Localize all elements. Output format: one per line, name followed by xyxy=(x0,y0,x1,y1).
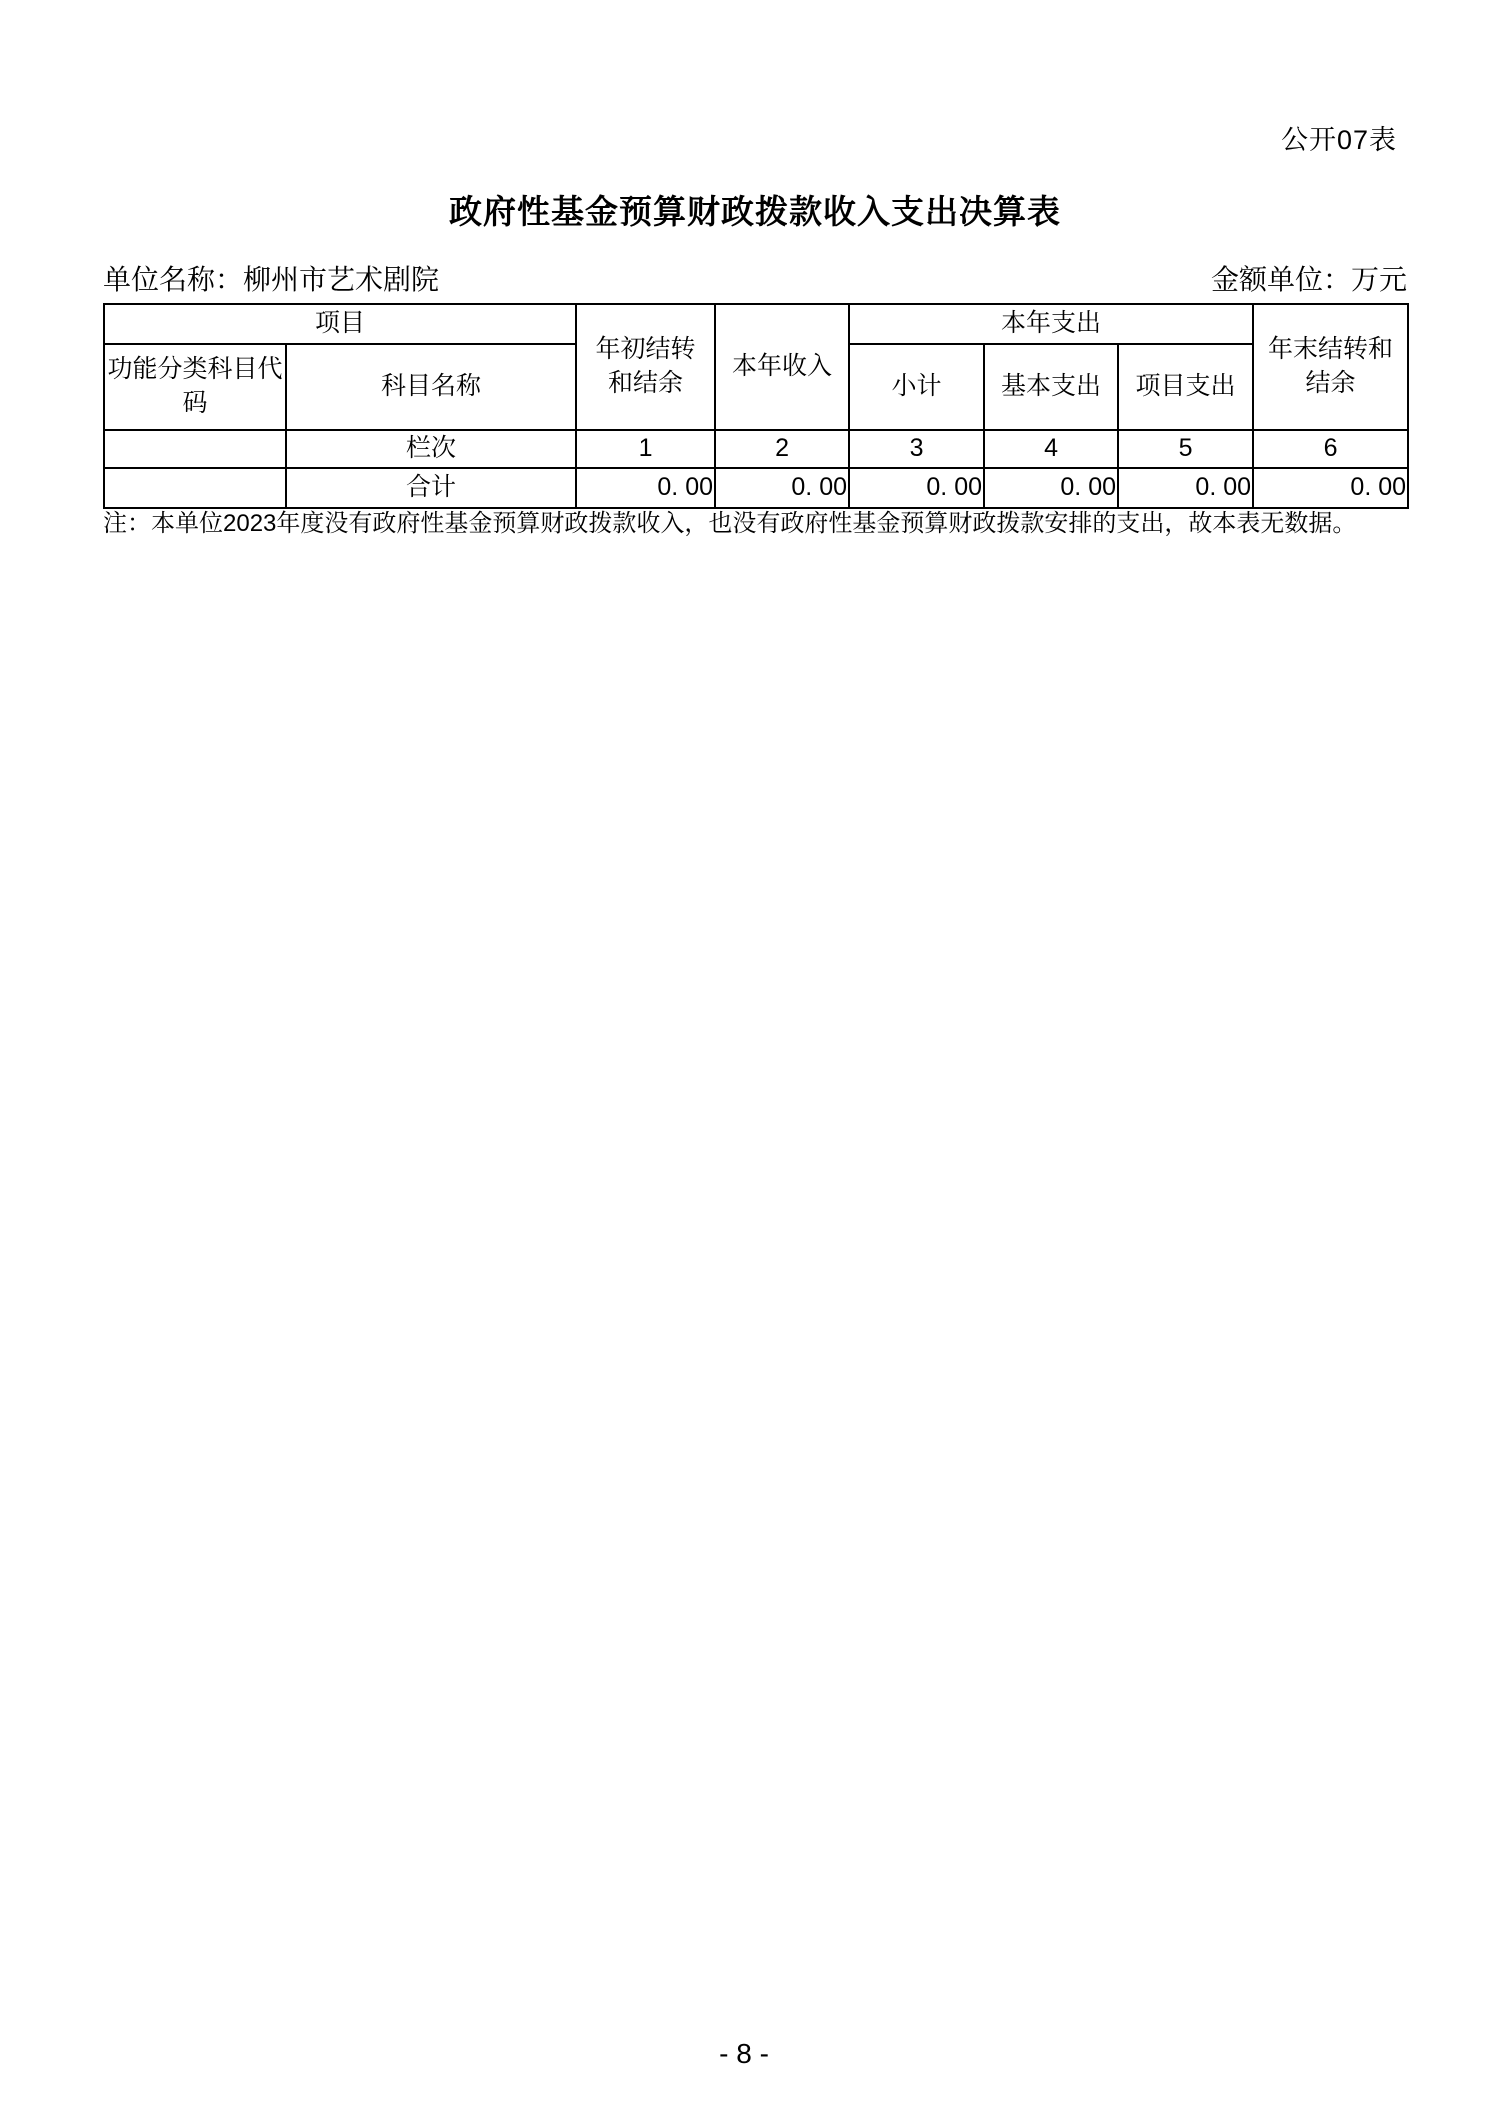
meta-row xyxy=(103,258,1407,298)
header-function-code: 功能分类科目代码 xyxy=(104,344,286,430)
header-project-expenditure: 项目支出 xyxy=(1118,344,1253,430)
form-number-label: 公开07表 xyxy=(1280,125,1397,155)
fiscal-table xyxy=(103,303,1409,509)
total-subtotal: 0. 00 xyxy=(849,468,984,508)
column-index-6: 6 xyxy=(1253,430,1408,468)
empty-cell xyxy=(104,468,286,508)
total-opening-balance: 0. 00 xyxy=(576,468,715,508)
page-title: 政府性基金预算财政拨款收入支出决算表 xyxy=(449,193,1061,230)
header-subtotal: 小计 xyxy=(849,344,984,430)
column-index-2: 2 xyxy=(715,430,849,468)
unit-name-label: 单位名称：柳州市艺术剧院 xyxy=(103,264,440,295)
total-basic-expenditure: 0. 00 xyxy=(984,468,1118,508)
column-index-3: 3 xyxy=(849,430,984,468)
amount-unit-label: 金额单位：万元 xyxy=(1210,264,1407,295)
header-current-year-income: 本年收入 xyxy=(715,304,849,430)
column-index-5: 5 xyxy=(1118,430,1253,468)
empty-cell xyxy=(104,430,286,468)
column-index-row xyxy=(104,430,1408,468)
header-opening-balance: 年初结转和结余 xyxy=(576,304,715,430)
total-closing-balance: 0. 00 xyxy=(1253,468,1408,508)
table-note: 注：本单位2023年度没有政府性基金预算财政拨款收入，也没有政府性基金预算财政拨款安排的支出，故本表无数据。 xyxy=(103,510,1357,537)
header-row-top xyxy=(104,304,1408,344)
header-project: 项目 xyxy=(104,304,576,344)
header-current-year-expenditure: 本年支出 xyxy=(849,304,1253,344)
total-current-year-income: 0. 00 xyxy=(715,468,849,508)
column-index-4: 4 xyxy=(984,430,1118,468)
total-row-label: 合计 xyxy=(286,468,576,508)
page-number: - 8 - xyxy=(719,2038,769,2069)
total-row xyxy=(104,468,1408,508)
header-subject-name: 科目名称 xyxy=(286,344,576,430)
column-index-1: 1 xyxy=(576,430,715,468)
header-basic-expenditure: 基本支出 xyxy=(984,344,1118,430)
total-project-expenditure: 0. 00 xyxy=(1118,468,1253,508)
header-closing-balance: 年末结转和结余 xyxy=(1253,304,1408,430)
column-index-label: 栏次 xyxy=(286,430,576,468)
